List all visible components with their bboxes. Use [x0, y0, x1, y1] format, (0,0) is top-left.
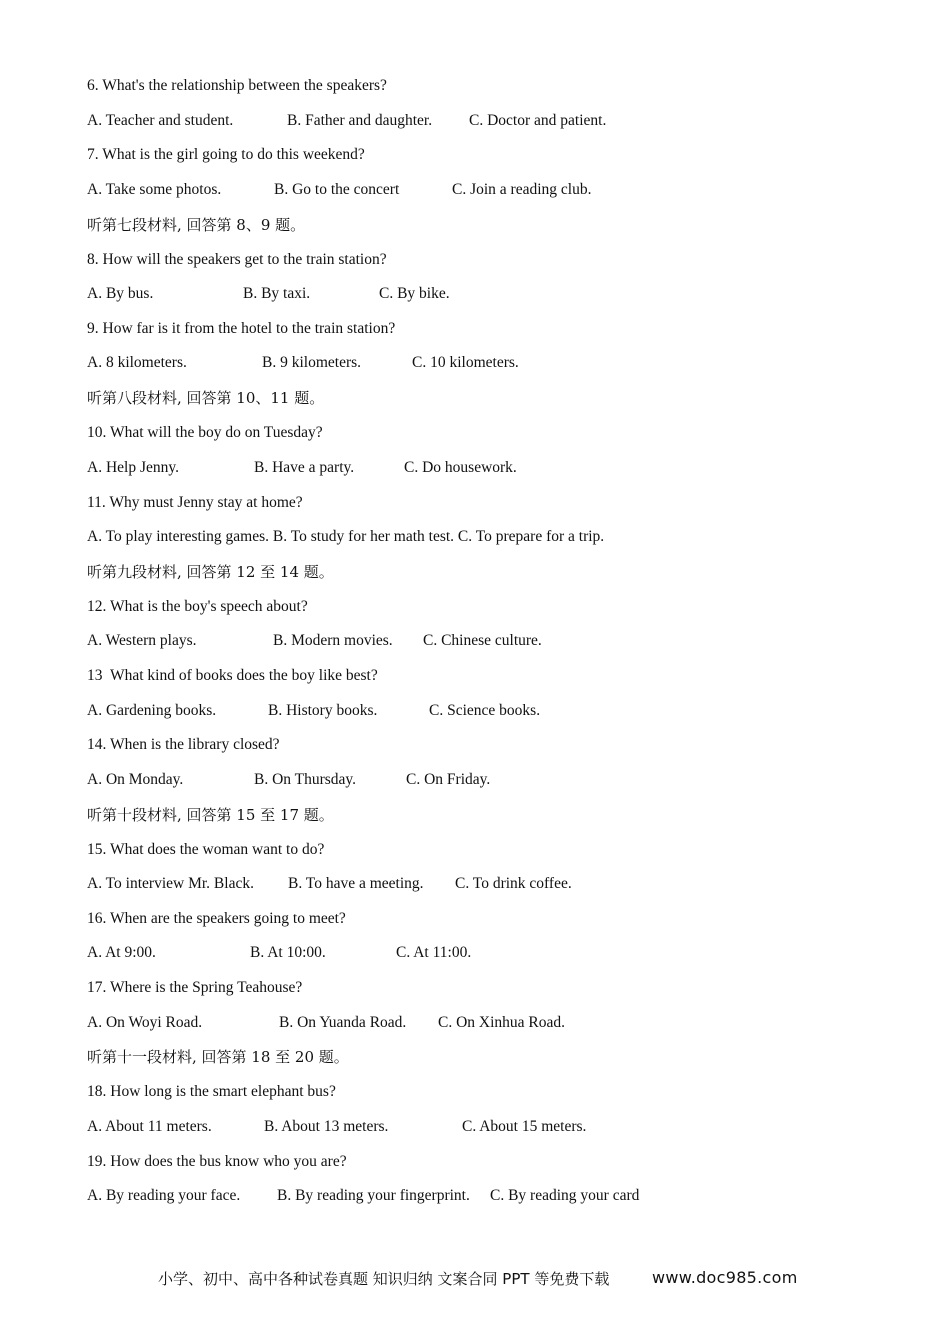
option-9c: C. 10 kilometers. — [412, 354, 519, 371]
question-19: 19. How does the bus know who you are? — [87, 1153, 347, 1170]
question-8: 8. How will the speakers get to the train station? — [87, 251, 387, 268]
question-11: 11. Why must Jenny stay at home? — [87, 494, 303, 511]
section-8-instruction: 听第八段材料, 回答第 10、11 题。 — [87, 389, 325, 407]
section-10-instruction: 听第十段材料, 回答第 15 至 17 题。 — [87, 806, 334, 824]
option-19c: C. By reading your card — [490, 1187, 640, 1204]
question-18: 18. How long is the smart elephant bus? — [87, 1083, 336, 1100]
question-7: 7. What is the girl going to do this weekend? — [87, 146, 365, 163]
option-7a: A. Take some photos. — [87, 181, 222, 198]
option-18b: B. About 13 meters. — [264, 1118, 389, 1135]
option-17b: B. On Yuanda Road. — [279, 1014, 407, 1031]
option-6b: B. Father and daughter. — [287, 112, 433, 129]
option-7b: B. Go to the concert — [274, 181, 400, 198]
option-12c: C. Chinese culture. — [423, 632, 542, 649]
option-16b: B. At 10:00. — [250, 944, 326, 961]
question-6: 6. What's the relationship between the speakers? — [87, 77, 387, 94]
footer-text: 小学、初中、高中各种试卷真题 知识归纳 文案合同 PPT 等免费下载 — [158, 1270, 610, 1288]
question-12: 12. What is the boy's speech about? — [87, 598, 308, 615]
option-14b: B. On Thursday. — [254, 771, 357, 788]
option-13c: C. Science books. — [429, 702, 541, 719]
option-17c: C. On Xinhua Road. — [438, 1014, 566, 1031]
option-8a: A. By bus. — [87, 285, 154, 302]
option-15b: B. To have a meeting. — [288, 875, 424, 892]
option-7c: C. Join a reading club. — [452, 181, 592, 198]
option-13a: A. Gardening books. — [87, 702, 217, 719]
option-19a: A. By reading your face. — [87, 1187, 241, 1204]
option-10c: C. Do housework. — [404, 459, 517, 476]
option-6a: A. Teacher and student. — [87, 112, 234, 129]
option-16a: A. At 9:00. — [87, 944, 156, 961]
option-18a: A. About 11 meters. — [87, 1118, 212, 1135]
option-9b: B. 9 kilometers. — [262, 354, 362, 371]
option-10b: B. Have a party. — [254, 459, 355, 476]
option-15c: C. To drink coffee. — [455, 875, 572, 892]
question-16: 16. When are the speakers going to meet? — [87, 910, 346, 927]
question-9: 9. How far is it from the hotel to the train station? — [87, 320, 396, 337]
question-15: 15. What does the woman want to do? — [87, 841, 325, 858]
footer-url-link[interactable]: www.doc985.com — [652, 1268, 798, 1287]
option-18c: C. About 15 meters. — [462, 1118, 587, 1135]
question-13: 13 What kind of books does the boy like best? — [87, 667, 378, 684]
option-10a: A. Help Jenny. — [87, 459, 179, 476]
option-8b: B. By taxi. — [243, 285, 311, 302]
option-14c: C. On Friday. — [406, 771, 491, 788]
option-12b: B. Modern movies. — [273, 632, 393, 649]
question-14: 14. When is the library closed? — [87, 736, 280, 753]
question-10: 10. What will the boy do on Tuesday? — [87, 424, 323, 441]
section-11-instruction: 听第十一段材料, 回答第 18 至 20 题。 — [87, 1048, 349, 1066]
section-9-instruction: 听第九段材料, 回答第 12 至 14 题。 — [87, 563, 334, 581]
option-12a: A. Western plays. — [87, 632, 197, 649]
option-14a: A. On Monday. — [87, 771, 184, 788]
option-15a: A. To interview Mr. Black. — [87, 875, 254, 892]
option-6c: C. Doctor and patient. — [469, 112, 607, 129]
option-9a: A. 8 kilometers. — [87, 354, 187, 371]
option-17a: A. On Woyi Road. — [87, 1014, 203, 1031]
option-13b: B. History books. — [268, 702, 378, 719]
section-7-instruction: 听第七段材料, 回答第 8、9 题。 — [87, 216, 306, 234]
question-17: 17. Where is the Spring Teahouse? — [87, 979, 303, 996]
option-19b: B. By reading your fingerprint. — [277, 1187, 470, 1204]
options-11: A. To play interesting games. B. To study for her math test. C. To prepare for a trip. — [87, 528, 605, 545]
option-16c: C. At 11:00. — [396, 944, 472, 961]
option-8c: C. By bike. — [379, 285, 450, 302]
